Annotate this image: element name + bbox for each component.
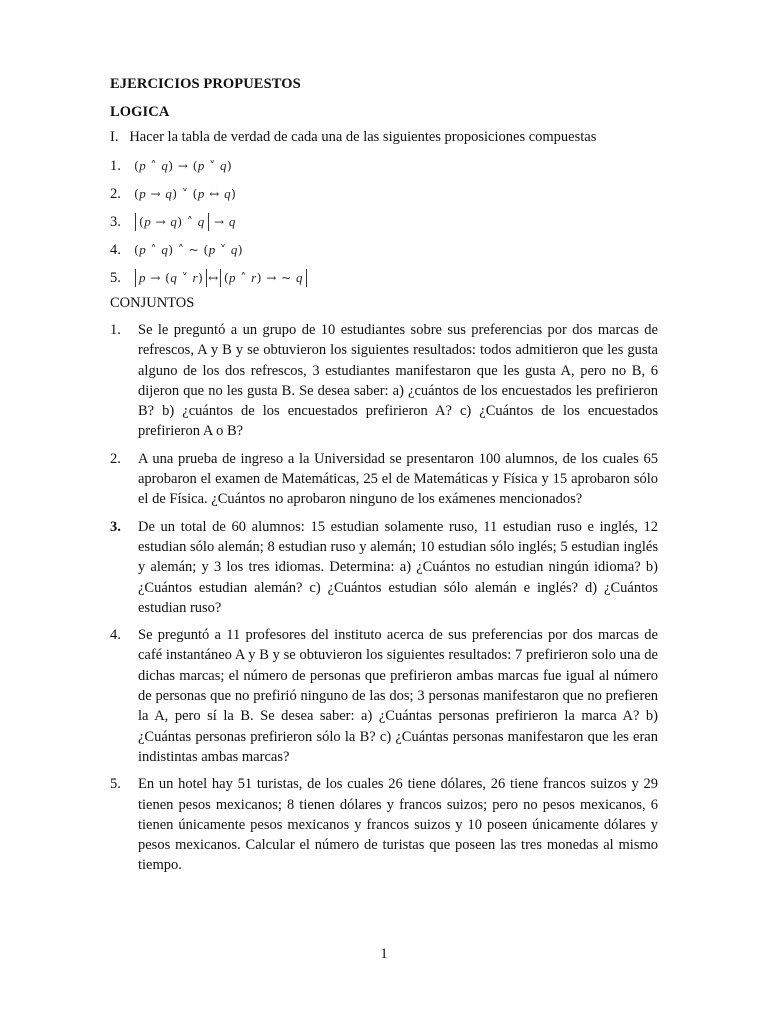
problem-text: Se le preguntó a un grupo de 10 estudiantes sobre sus preferencias por dos marcas de refrescos, A y B y se obtuvieron los siguientes resultados: todos admitieron que les gusta alguno de los dos refrescos, 3 estudiantes manifestaron que les gusta A, pero no B, 6 dijeron que no les gusta B. Se desea saber: a) ¿cuántos de los encuestados les prefirieron B? b) ¿cuántos de los encuestados prefirieron A? c) ¿Cuántos de los encuestados prefirieron A o B? [138, 322, 658, 440]
problem-number: 1. [110, 322, 121, 338]
formula-row [110, 264, 670, 292]
problem-number: 3. [110, 518, 121, 535]
formula-row [110, 152, 670, 180]
formula-expression: (p ˄ q) → (p ˅ q) [134, 158, 233, 173]
problem-text: De un total de 60 alumnos: 15 estudian solamente ruso, 11 estudian ruso e inglés, 12 estudian sólo alemán; 8 estudian ruso y alemán; 10 estudian sólo inglés; 5 estudian inglés y alemán; y 3 los tres idiomas. Determina: a) ¿Cuántos no estudian ningún idioma? b) ¿Cuántos estudian alemán? c) ¿Cuántos estudian sólo alemán e inglés? d) ¿Cuántos estudian ruso? [138, 518, 658, 616]
page-number: 1 [380, 946, 388, 962]
problem-number: 5. [110, 776, 121, 793]
section-heading-sets: CONJUNTOS [110, 295, 195, 311]
formula-expression: (p → q) ˅ (p ↔ q) [134, 186, 237, 201]
problem-number: 4. [110, 627, 121, 644]
problem-item [110, 517, 658, 618]
problem-item [110, 625, 658, 767]
problem-item [110, 449, 658, 510]
formula-row [110, 180, 670, 208]
formula-number: 3. [110, 213, 121, 230]
problem-text: Se preguntó a 11 profesores del instituto acerca de sus preferencias por dos marcas de café instantáneo A y B y se obtuvieron los siguientes resultados: 7 prefirieron solo una de dichas marcas; el número de personas que prefirieron ambas marcas fue igual al número de personas que no prefirió ninguno de las dos; 3 personas manifestaron que no prefieren la A, pero sí la B. Se desea saber: a) ¿Cuántas personas prefirieron la marca A? b) ¿Cuántas personas prefirieron sólo la B? c) ¿Cuántas personas manifestaron que les eran indistintas ambas marcas? [138, 627, 658, 765]
problem-list [110, 320, 658, 883]
problem-item [110, 774, 658, 875]
formula-number: 4. [110, 241, 121, 258]
instruction-text: I. Hacer la tabla de verdad de cada una de las siguientes proposiciones compuestas [110, 129, 597, 145]
document-title: EJERCICIOS PROPUESTOS [110, 76, 301, 92]
formula-expression: p → (q ˅ r) ↔ (p ˄ r) → ~ q [134, 269, 308, 287]
problem-number: 2. [110, 450, 121, 467]
formula-expression: (p → q) ˄ q → q [134, 213, 236, 231]
formula-list [110, 152, 670, 292]
formula-row [110, 236, 670, 264]
formula-number: 2. [110, 185, 121, 202]
formula-number: 1. [110, 157, 121, 174]
problem-item [110, 320, 658, 442]
section-heading-logic: LOGICA [110, 104, 170, 120]
formula-row [110, 208, 670, 236]
problem-text: A una prueba de ingreso a la Universidad se presentaron 100 alumnos, de los cuales 65 aprobaron el examen de Matemáticas, 25 el de Matemáticas y Física y 15 aprobaron sólo el de Física. ¿Cuántos no aprobaron ninguno de los exámenes mencionados? [138, 450, 658, 508]
formula-number: 5. [110, 269, 121, 286]
problem-text: En un hotel hay 51 turistas, de los cuales 26 tiene dólares, 26 tiene francos suizos y 29 tienen pesos mexicanos; 8 tienen dólares y francos suizos; pero no pesos mexicanos, 6 tienen únicamente pesos mexicanos y francos suizos y 10 poseen únicamente dólares y pesos mexicanos. Calcular el número de turistas que poseen las tres monedas al mismo tiempo. [138, 776, 658, 874]
formula-expression: (p ˄ q) ˄ ~ (p ˅ q) [134, 242, 244, 257]
